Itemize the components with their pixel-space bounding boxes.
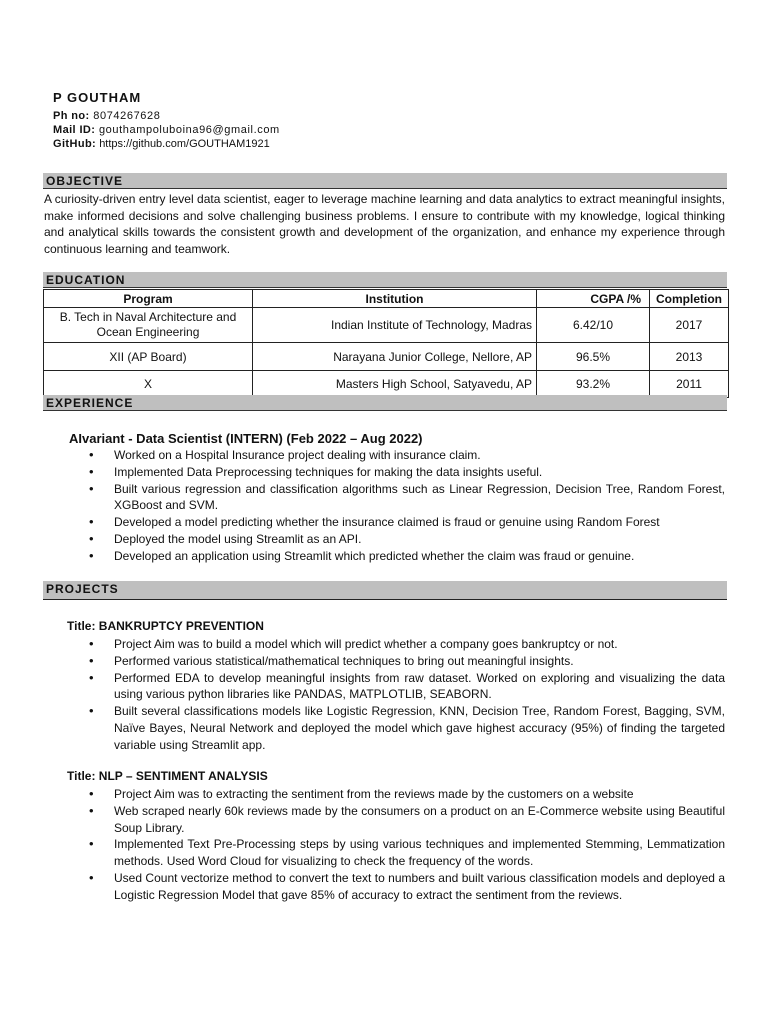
- project-bullet-list-bankruptcy: [89, 636, 725, 754]
- phone-line: [53, 110, 160, 122]
- mail-line: [53, 124, 280, 136]
- phone-value: 8074267628: [93, 110, 161, 122]
- cell-score: 96.5%: [537, 343, 650, 371]
- experience-heading: EXPERIENCE: [43, 395, 727, 411]
- list-item: • Used Count vectorize method to convert the text to numbers and built various classification models and deployed a Logistic Regression Model that gave 85% of accuracy to extract the sentiment from the reviews.: [89, 870, 725, 904]
- cell-year: 2011: [650, 371, 729, 398]
- project-title-bankruptcy: Title: BANKRUPTCY PREVENTION: [67, 619, 264, 633]
- cell-program: B. Tech in Naval Architecture and Ocean Engineering: [44, 308, 253, 343]
- cell-score: 93.2%: [537, 371, 650, 398]
- cell-year: 2017: [650, 308, 729, 343]
- table-row: [44, 308, 729, 343]
- projects-heading: PROJECTS: [43, 581, 727, 600]
- cell-institution: Masters High School, Satyavedu, AP: [253, 371, 537, 398]
- col-cgpa: CGPA /%: [537, 290, 650, 308]
- list-item: • Implemented Data Preprocessing techniques for making the data insights useful.: [89, 464, 725, 481]
- list-item: • Deployed the model using Streamlit as an API.: [89, 531, 725, 548]
- table-row: [44, 371, 729, 398]
- list-item: • Implemented Text Pre-Processing steps by using various techniques and implemented Stemming, Lemmatization methods. Used Word Cloud for visualizing to check the frequency of the words.: [89, 836, 725, 870]
- mail-value[interactable]: gouthampoluboina96@gmail.com: [98, 124, 280, 136]
- objective-heading: OBJECTIVE: [43, 173, 727, 189]
- list-item: • Performed EDA to develop meaningful insights from raw dataset. Worked on exploring and visualizing the data using various python libraries like PANDAS, MATPLOTLIB, SEABORN.: [89, 670, 725, 704]
- mail-label: Mail ID:: [53, 124, 96, 136]
- list-item: • Project Aim was to build a model which will predict whether a company goes bankruptcy or not.: [89, 636, 725, 653]
- cell-year: 2013: [650, 343, 729, 371]
- cell-program: X: [44, 371, 253, 398]
- objective-text: A curiosity-driven entry level data scientist, eager to leverage machine learning and data analytics to extract meaningful insights, make informed decisions and solve challenging business problems. I ensure to contribute with my knowledge, logical thinking and analytical skills towards the consistent growth and development of the organization, and enhance my experience through continuous learning and teamwork.: [44, 192, 725, 256]
- github-value[interactable]: https://github.com/GOUTHAM1921: [99, 138, 270, 150]
- cell-score: 6.42/10: [537, 308, 650, 343]
- col-institution: Institution: [253, 290, 537, 308]
- project-bullet-list-nlp: [89, 786, 725, 904]
- cell-institution: Indian Institute of Technology, Madras: [253, 308, 537, 343]
- candidate-name: P GOUTHAM: [53, 90, 142, 105]
- education-table: [43, 289, 729, 398]
- cell-institution: Narayana Junior College, Nellore, AP: [253, 343, 537, 371]
- github-label: GitHub:: [53, 138, 97, 150]
- phone-label: Ph no:: [53, 110, 90, 122]
- list-item: • Web scraped nearly 60k reviews made by the consumers on a product on an E-Commerce website using Beautiful Soup Library.: [89, 803, 725, 837]
- list-item: • Developed a model predicting whether the insurance claimed is fraud or genuine using Random Forest: [89, 514, 725, 531]
- cell-program: XII (AP Board): [44, 343, 253, 371]
- col-program: Program: [44, 290, 253, 308]
- job-title: AIvariant - Data Scientist (INTERN) (Feb 2022 – Aug 2022): [69, 431, 423, 446]
- project-title-nlp: Title: NLP – SENTIMENT ANALYSIS: [67, 769, 268, 783]
- list-item: • Worked on a Hospital Insurance project dealing with insurance claim.: [89, 447, 725, 464]
- col-completion: Completion: [650, 290, 729, 308]
- list-item: • Project Aim was to extracting the sentiment from the reviews made by the customers on a website: [89, 786, 725, 803]
- list-item: • Developed an application using Streamlit which predicted whether the claim was fraud or genuine.: [89, 548, 725, 565]
- list-item: • Performed various statistical/mathematical techniques to bring out meaningful insights.: [89, 653, 725, 670]
- list-item: • Built several classifications models like Logistic Regression, KNN, Decision Tree, Random Forest, Bagging, SVM, Naïve Bayes, Neural Network and deployed the model which gave highest accuracy (95%) of finding the targeted variable using Streamlit app.: [89, 703, 725, 753]
- table-row: [44, 343, 729, 371]
- education-heading: EDUCATION: [43, 272, 727, 288]
- list-item: • Built various regression and classification algorithms such as Linear Regression, Decision Tree, Random Forest, XGBoost and SVM.: [89, 481, 725, 515]
- github-line: [53, 138, 270, 150]
- experience-bullet-list: [89, 447, 725, 565]
